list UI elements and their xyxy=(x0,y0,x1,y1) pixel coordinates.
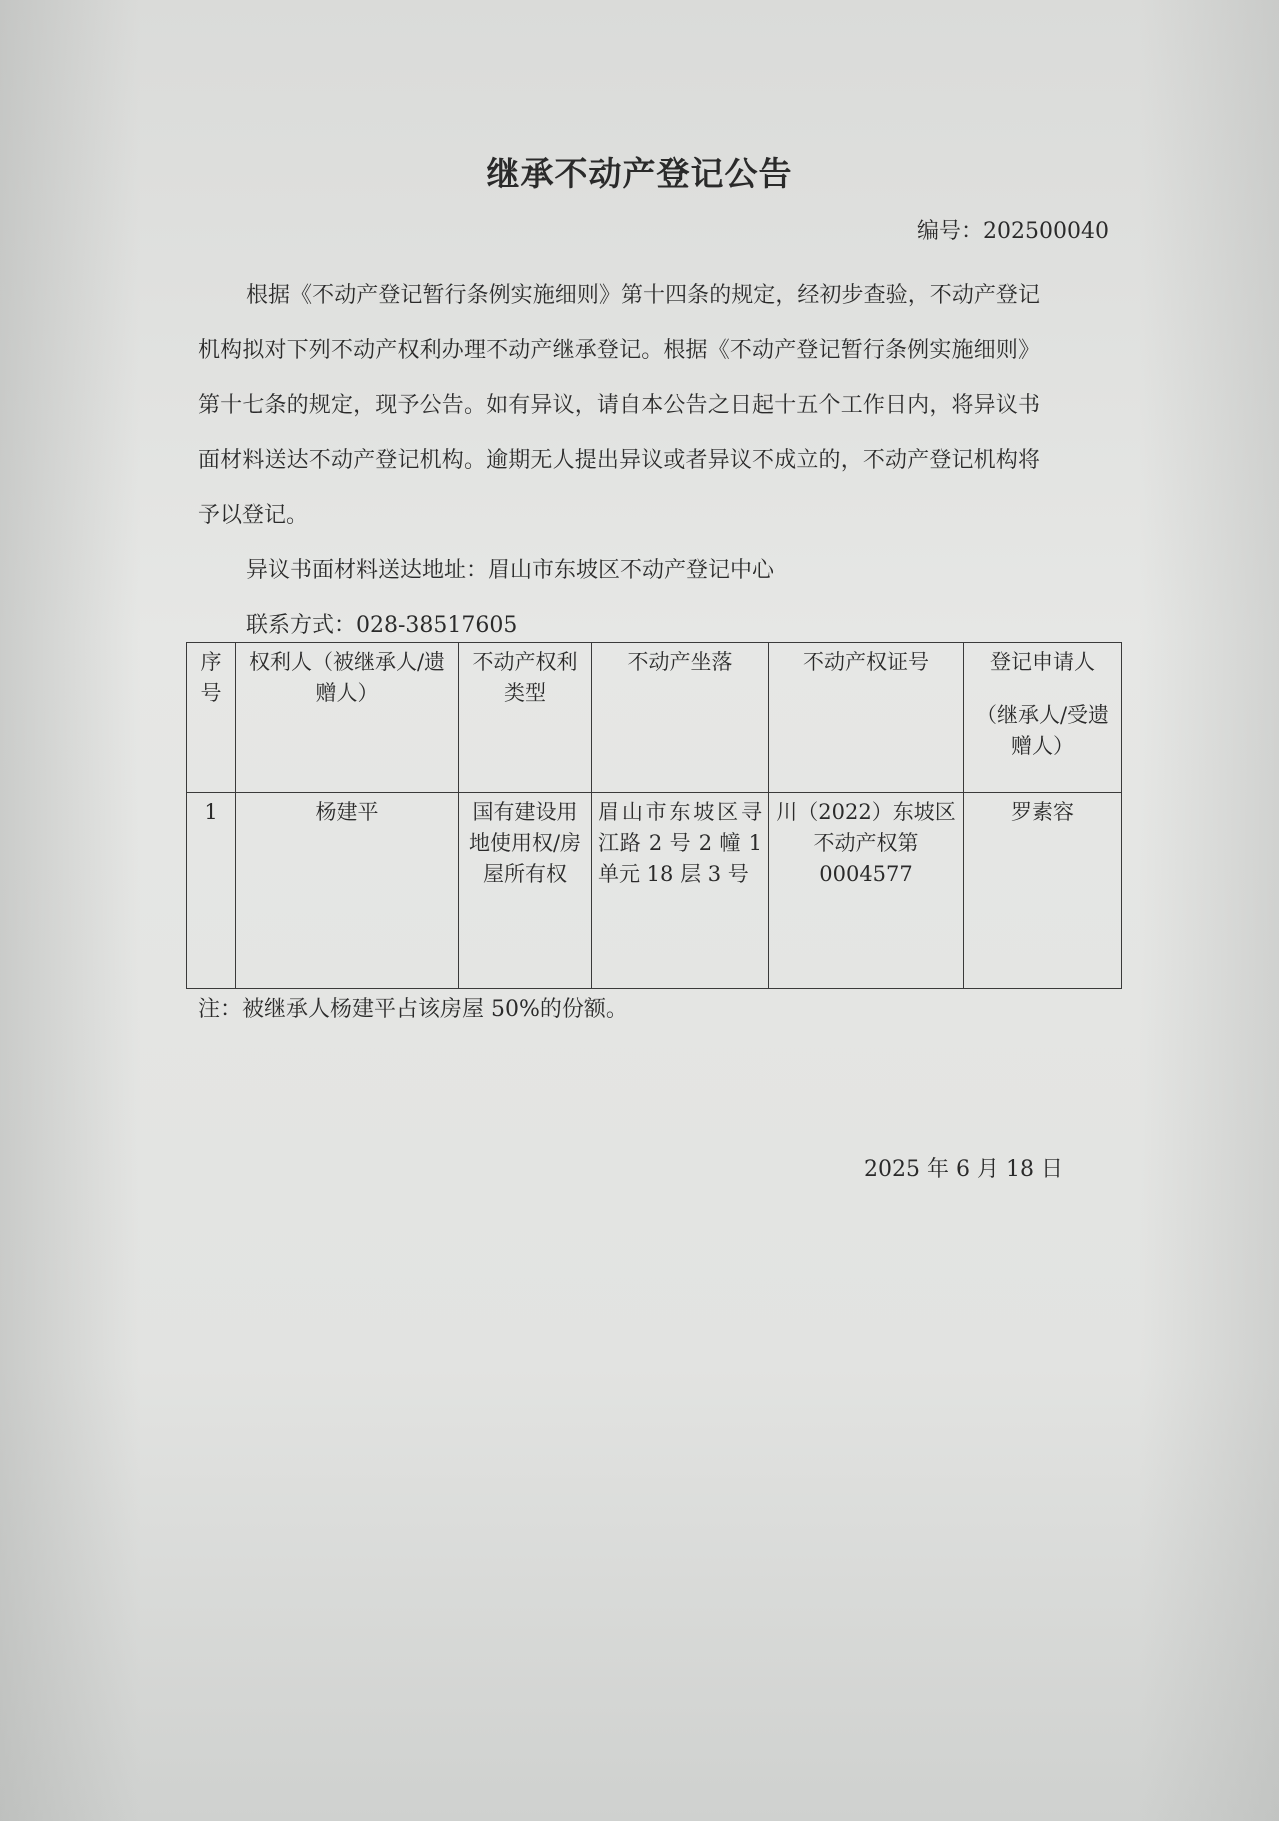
header-seq: 序号 xyxy=(187,643,236,793)
header-certificate: 不动产权证号 xyxy=(769,643,964,793)
document-number: 编号：202500040 xyxy=(917,219,1109,244)
header-right-type: 不动产权利类型 xyxy=(459,643,592,793)
header-holder: 权利人（被继承人/遗赠人） xyxy=(236,643,459,793)
header-location: 不动产坐落 xyxy=(592,643,769,793)
notice-paragraph: 根据《不动产登记暂行条例实施细则》第十四条的规定，经初步查验，不动产登记机构拟对下列不动产权利办理不动产继承登记。根据《不动产登记暂行条例实施细则》第十七条的规定，现予公告。如有异议，请自本公告之日起十五个工作日内，将异议书面材料送达不动产登记机构。逾期无人提出异议或者异议不成立的，不动产登记机构将予以登记。 xyxy=(198,283,1040,528)
notice-body xyxy=(198,268,1040,653)
table-row xyxy=(187,793,1122,989)
property-table xyxy=(186,642,1122,989)
cell-location: 眉山市东坡区寻江路 2 号 2 幢 1 单元 18 层 3 号 xyxy=(592,793,769,989)
header-applicant-sub: （继承人/受遗赠人） xyxy=(975,703,1110,758)
cell-holder: 杨建平 xyxy=(236,793,459,989)
notice-date: 2025 年 6 月 18 日 xyxy=(864,1157,1063,1182)
table-header-row xyxy=(187,643,1122,793)
contact-info: 联系方式：028-38517605 xyxy=(246,613,518,638)
document-title: 继承不动产登记公告 xyxy=(486,154,793,193)
table-note: 注：被继承人杨建平占该房屋 50%的份额。 xyxy=(198,997,628,1022)
cell-applicant: 罗素容 xyxy=(964,793,1122,989)
page-shadow-right xyxy=(1139,0,1279,1821)
property-table-wrapper xyxy=(186,642,1122,989)
cell-right-type: 国有建设用地使用权/房屋所有权 xyxy=(459,793,592,989)
cell-seq: 1 xyxy=(187,793,236,989)
header-applicant-main: 登记申请人 xyxy=(990,650,1095,674)
page-shadow-left xyxy=(0,0,140,1821)
header-applicant xyxy=(964,643,1122,793)
cell-certificate: 川（2022）东坡区不动产权第 0004577 xyxy=(769,793,964,989)
objection-address: 异议书面材料送达地址：眉山市东坡区不动产登记中心 xyxy=(246,558,775,583)
